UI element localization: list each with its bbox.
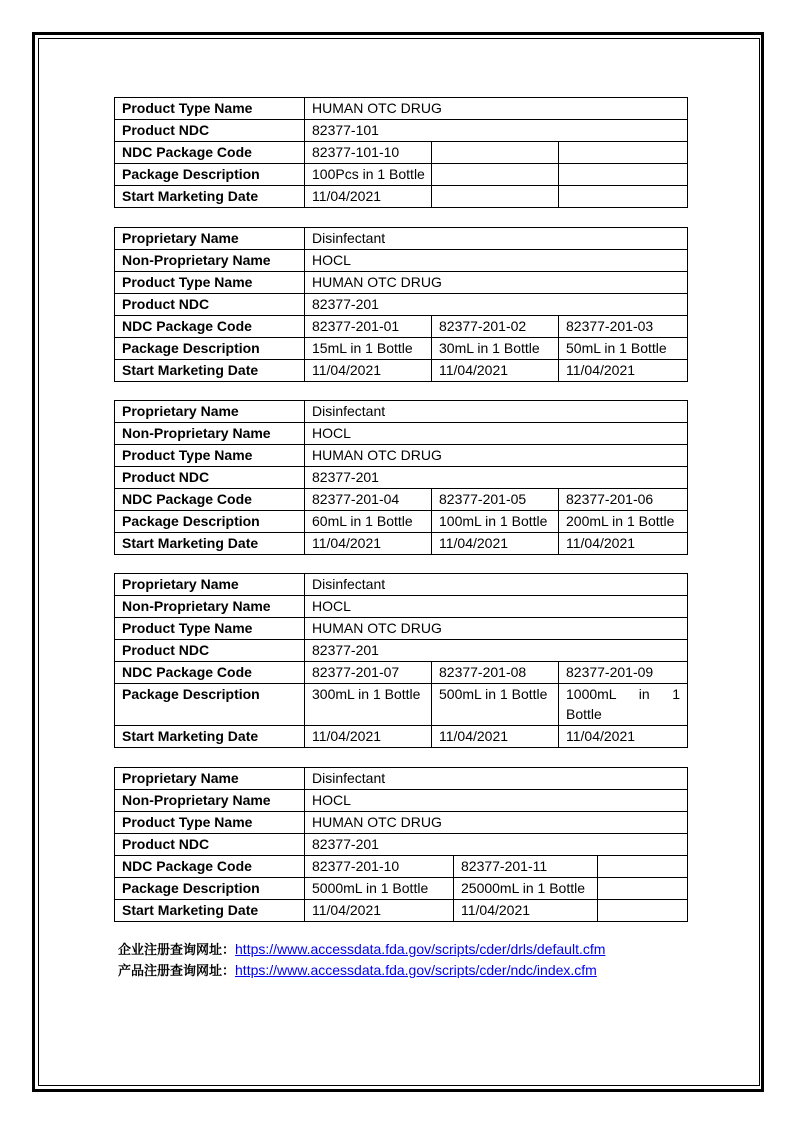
product-table-1 — [114, 97, 688, 208]
row-label: Product NDC — [115, 467, 305, 489]
table-cell: 15mL in 1 Bottle — [305, 338, 432, 360]
table-row — [115, 142, 688, 164]
row-label: Proprietary Name — [115, 228, 305, 250]
table-row — [115, 467, 688, 489]
row-value: Disinfectant — [305, 228, 688, 250]
table-cell: 82377-201-11 — [454, 856, 598, 878]
row-value: HOCL — [305, 596, 688, 618]
table-cell: 11/04/2021 — [305, 900, 454, 922]
table-row — [115, 900, 688, 922]
table-cell: 11/04/2021 — [305, 726, 432, 748]
table-row — [115, 662, 688, 684]
table-row — [115, 228, 688, 250]
table-row — [115, 726, 688, 748]
table-cell: 11/04/2021 — [559, 726, 688, 748]
table-row — [115, 401, 688, 423]
row-label: Product NDC — [115, 294, 305, 316]
table-row — [115, 834, 688, 856]
table-cell: 11/04/2021 — [305, 360, 432, 382]
table-cell: 82377-201-04 — [305, 489, 432, 511]
row-label: Package Description — [115, 164, 305, 186]
table-cell: 82377-201-01 — [305, 316, 432, 338]
table-cell — [559, 186, 688, 208]
table-row — [115, 574, 688, 596]
table-cell: 25000mL in 1 Bottle — [454, 878, 598, 900]
table-cell: 82377-201-09 — [559, 662, 688, 684]
row-label: Product Type Name — [115, 98, 305, 120]
row-label: Proprietary Name — [115, 768, 305, 790]
table-row — [115, 878, 688, 900]
row-value: 82377-201 — [305, 467, 688, 489]
row-label: Non-Proprietary Name — [115, 250, 305, 272]
table-row — [115, 423, 688, 445]
row-value: HUMAN OTC DRUG — [305, 618, 688, 640]
product-registration-line — [118, 960, 597, 982]
company-registration-link[interactable]: https://www.accessdata.fda.gov/scripts/cder/drls/default.cfm — [235, 941, 606, 957]
product-registration-link[interactable]: https://www.accessdata.fda.gov/scripts/cder/ndc/index.cfm — [235, 962, 597, 978]
table-cell — [598, 856, 688, 878]
row-label: Product NDC — [115, 834, 305, 856]
row-label: NDC Package Code — [115, 142, 305, 164]
table-cell: 200mL in 1 Bottle — [559, 511, 688, 533]
company-registration-label: 企业注册查询网址： — [118, 943, 236, 958]
table-cell: 82377-201-02 — [432, 316, 559, 338]
company-registration-line — [118, 939, 605, 961]
row-value: HUMAN OTC DRUG — [305, 812, 688, 834]
table-cell: 82377-201-06 — [559, 489, 688, 511]
row-value: Disinfectant — [305, 401, 688, 423]
table-cell — [432, 142, 559, 164]
row-value: Disinfectant — [305, 768, 688, 790]
table-row — [115, 120, 688, 142]
row-label: Product Type Name — [115, 445, 305, 467]
table-row — [115, 338, 688, 360]
table-cell: 50mL in 1 Bottle — [559, 338, 688, 360]
row-value: 82377-101 — [305, 120, 688, 142]
table-row — [115, 790, 688, 812]
row-value: HOCL — [305, 423, 688, 445]
table-row — [115, 533, 688, 555]
row-value: Disinfectant — [305, 574, 688, 596]
row-label: Product Type Name — [115, 812, 305, 834]
row-value: HUMAN OTC DRUG — [305, 272, 688, 294]
table-cell: 500mL in 1 Bottle — [432, 684, 559, 726]
row-value: 82377-201 — [305, 294, 688, 316]
row-label: Start Marketing Date — [115, 726, 305, 748]
row-label: Non-Proprietary Name — [115, 790, 305, 812]
table-row — [115, 164, 688, 186]
row-label: NDC Package Code — [115, 489, 305, 511]
table-cell: 82377-201-03 — [559, 316, 688, 338]
row-label: Package Description — [115, 878, 305, 900]
table-cell — [598, 900, 688, 922]
table-cell: 11/04/2021 — [432, 533, 559, 555]
table-row — [115, 445, 688, 467]
table-cell: 5000mL in 1 Bottle — [305, 878, 454, 900]
table-cell: 11/04/2021 — [305, 186, 432, 208]
table-row — [115, 272, 688, 294]
table-row — [115, 684, 688, 726]
table-row — [115, 250, 688, 272]
table-row — [115, 316, 688, 338]
table-row — [115, 294, 688, 316]
row-label: Product NDC — [115, 120, 305, 142]
table-cell: 60mL in 1 Bottle — [305, 511, 432, 533]
row-label: Start Marketing Date — [115, 533, 305, 555]
row-label: Proprietary Name — [115, 401, 305, 423]
row-label: Proprietary Name — [115, 574, 305, 596]
table-cell — [559, 164, 688, 186]
product-table-4 — [114, 573, 688, 748]
product-table-5 — [114, 767, 688, 922]
table-cell: 11/04/2021 — [305, 533, 432, 555]
table-cell: 82377-201-10 — [305, 856, 454, 878]
row-value: HOCL — [305, 250, 688, 272]
table-cell — [432, 164, 559, 186]
table-row — [115, 640, 688, 662]
table-cell: 300mL in 1 Bottle — [305, 684, 432, 726]
row-label: Package Description — [115, 338, 305, 360]
table-cell: 11/04/2021 — [454, 900, 598, 922]
table-cell: 1000mL in 1 Bottle — [559, 684, 688, 726]
product-table-2 — [114, 227, 688, 382]
row-value: 82377-201 — [305, 640, 688, 662]
table-row — [115, 511, 688, 533]
table-row — [115, 186, 688, 208]
row-value: HUMAN OTC DRUG — [305, 445, 688, 467]
table-cell — [598, 878, 688, 900]
row-label: Start Marketing Date — [115, 360, 305, 382]
table-row — [115, 856, 688, 878]
row-label: Product Type Name — [115, 272, 305, 294]
table-cell: 82377-201-05 — [432, 489, 559, 511]
table-cell: 30mL in 1 Bottle — [432, 338, 559, 360]
row-label: NDC Package Code — [115, 316, 305, 338]
row-label: Package Description — [115, 511, 305, 533]
table-cell: 82377-201-08 — [432, 662, 559, 684]
table-row — [115, 768, 688, 790]
product-table-3 — [114, 400, 688, 555]
table-cell: 11/04/2021 — [559, 533, 688, 555]
row-label: Non-Proprietary Name — [115, 596, 305, 618]
table-cell: 11/04/2021 — [432, 360, 559, 382]
product-registration-label: 产品注册查询网址： — [118, 964, 236, 979]
row-value: HUMAN OTC DRUG — [305, 98, 688, 120]
row-value: 82377-201 — [305, 834, 688, 856]
row-label: NDC Package Code — [115, 856, 305, 878]
table-row — [115, 98, 688, 120]
table-row — [115, 360, 688, 382]
row-label: Product NDC — [115, 640, 305, 662]
table-row — [115, 489, 688, 511]
table-row — [115, 812, 688, 834]
row-label: Non-Proprietary Name — [115, 423, 305, 445]
table-cell: 100mL in 1 Bottle — [432, 511, 559, 533]
table-row — [115, 596, 688, 618]
row-value: HOCL — [305, 790, 688, 812]
table-cell: 100Pcs in 1 Bottle — [305, 164, 432, 186]
row-label: Product Type Name — [115, 618, 305, 640]
row-label: NDC Package Code — [115, 662, 305, 684]
table-cell — [559, 142, 688, 164]
row-label: Start Marketing Date — [115, 186, 305, 208]
table-row — [115, 618, 688, 640]
table-cell: 11/04/2021 — [559, 360, 688, 382]
table-cell: 82377-201-07 — [305, 662, 432, 684]
row-label: Package Description — [115, 684, 305, 726]
table-cell: 11/04/2021 — [432, 726, 559, 748]
table-cell: 82377-101-10 — [305, 142, 432, 164]
table-cell — [432, 186, 559, 208]
row-label: Start Marketing Date — [115, 900, 305, 922]
